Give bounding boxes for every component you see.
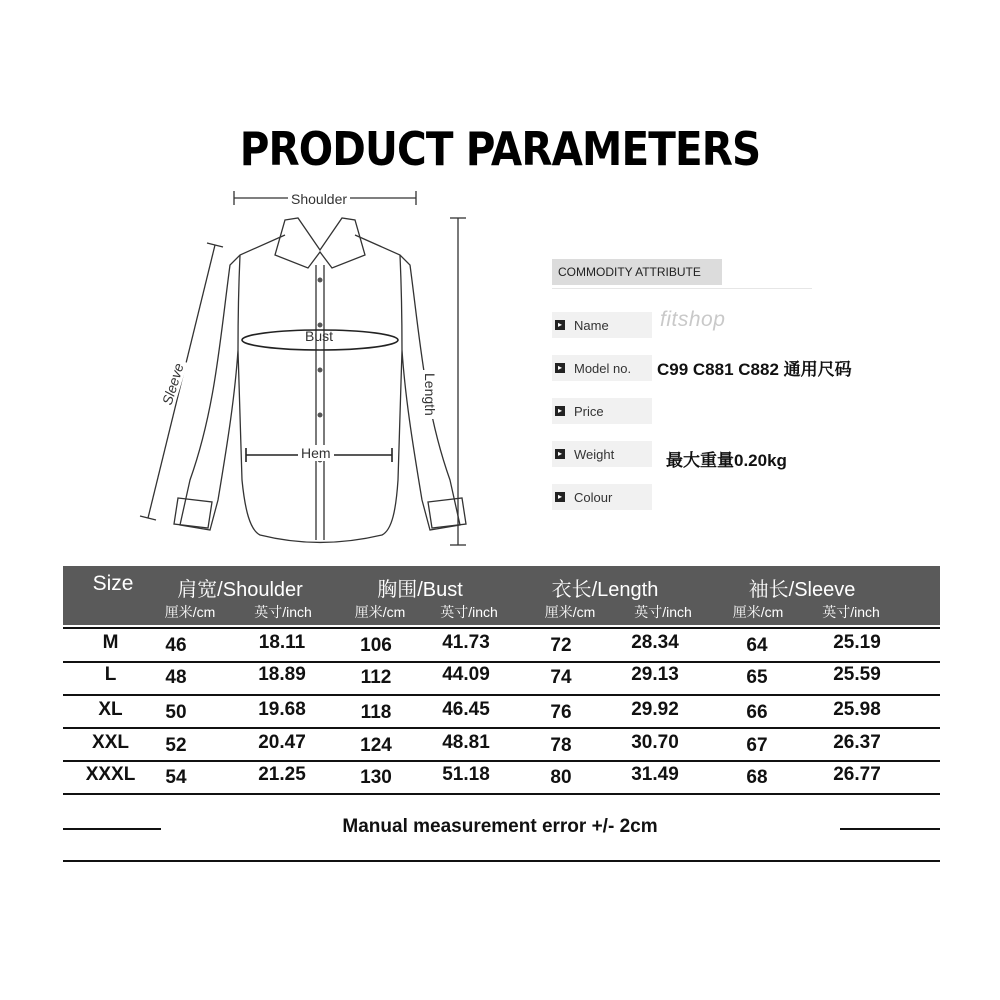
table-cell: 130 [360, 767, 392, 788]
bottom-divider [63, 860, 940, 862]
attribute-row-weight [552, 441, 652, 467]
table-cell: 74 [550, 667, 572, 688]
table-cell: 66 [746, 702, 768, 723]
arrow-icon: ▸ [555, 406, 565, 416]
table-cell: 25.19 [833, 632, 881, 653]
size-cell: XXXL [85, 764, 136, 785]
size-cell: XXL [92, 732, 129, 753]
unit-inch: 英寸/inch [822, 604, 880, 620]
table-cell: 78 [550, 735, 572, 756]
attribute-label: Colour [574, 490, 613, 505]
unit-cm: 厘米/cm [354, 604, 406, 620]
table-divider [63, 627, 940, 629]
table-cell: 29.92 [631, 699, 679, 720]
sleeve-label: Sleeve [158, 358, 188, 409]
brand-logo: fitshop [660, 308, 726, 331]
measurement-note: Manual measurement error +/- 2cm [342, 816, 658, 837]
arrow-icon: ▸ [555, 363, 565, 373]
size-cell: L [104, 664, 117, 685]
hem-label: Hem [298, 445, 334, 461]
attribute-divider [552, 288, 812, 289]
length-label: Length [422, 370, 438, 419]
table-cell: 46.45 [442, 699, 490, 720]
unit-cm: 厘米/cm [544, 604, 596, 620]
table-cell: 44.09 [442, 664, 490, 685]
table-cell: 124 [360, 735, 392, 756]
attribute-row-name [552, 312, 652, 338]
commodity-attribute-header: COMMODITY ATTRIBUTE [552, 259, 722, 285]
table-cell: 80 [550, 767, 572, 788]
table-header-size-cell [63, 600, 150, 625]
table-row-divider [63, 760, 940, 762]
size-cell: XL [98, 699, 123, 720]
table-cell: 72 [550, 635, 572, 656]
group-header-bust: 胸围/Bust [377, 579, 463, 601]
size-cell: M [102, 632, 119, 653]
table-cell: 76 [550, 702, 572, 723]
bust-label: Bust [305, 328, 334, 344]
table-cell: 65 [746, 667, 768, 688]
unit-inch: 英寸/inch [440, 604, 498, 620]
table-cell: 48 [165, 667, 187, 688]
model-value: C99 C881 C882 通用尺码 [657, 360, 852, 379]
attribute-row-colour [552, 484, 652, 510]
table-cell: 25.98 [833, 699, 881, 720]
table-row-divider [63, 694, 940, 696]
table-cell: 52 [165, 735, 187, 756]
table-cell: 20.47 [258, 732, 306, 753]
table-cell: 31.49 [631, 764, 679, 785]
shirt-diagram [120, 180, 500, 560]
unit-inch: 英寸/inch [254, 604, 312, 620]
size-header: Size [92, 572, 134, 595]
arrow-icon: ▸ [555, 320, 565, 330]
attribute-label: Name [574, 318, 609, 333]
table-cell: 54 [165, 767, 187, 788]
group-header-length: 衣长/Length [551, 579, 659, 601]
group-header-shoulder: 肩宽/Shoulder [177, 579, 303, 601]
table-cell: 50 [165, 702, 187, 723]
table-cell: 21.25 [258, 764, 306, 785]
table-cell: 112 [360, 667, 392, 688]
weight-value: 最大重量0.20kg [666, 451, 787, 470]
table-cell: 26.77 [833, 764, 881, 785]
attribute-label: Price [574, 404, 604, 419]
shoulder-label: Shoulder [288, 191, 350, 207]
table-cell: 118 [360, 702, 392, 723]
table-cell: 67 [746, 735, 768, 756]
table-cell: 26.37 [833, 732, 881, 753]
table-cell: 106 [360, 635, 392, 656]
table-cell: 29.13 [631, 664, 679, 685]
unit-cm: 厘米/cm [164, 604, 216, 620]
table-row-divider [63, 793, 940, 795]
unit-cm: 厘米/cm [732, 604, 784, 620]
table-cell: 51.18 [442, 764, 490, 785]
table-cell: 46 [165, 635, 187, 656]
table-cell: 30.70 [631, 732, 679, 753]
group-header-sleeve: 袖长/Sleeve [748, 579, 856, 601]
table-cell: 25.59 [833, 664, 881, 685]
attribute-row-price [552, 398, 652, 424]
button-dots-icon [318, 278, 323, 463]
attribute-label: Model no. [574, 361, 632, 376]
unit-inch: 英寸/inch [634, 604, 692, 620]
table-row-divider [63, 727, 940, 729]
page-title: PRODUCT PARAMETERS [239, 122, 761, 176]
table-cell: 64 [746, 635, 768, 656]
table-cell: 19.68 [258, 699, 306, 720]
arrow-icon: ▸ [555, 449, 565, 459]
table-cell: 41.73 [442, 632, 490, 653]
table-cell: 48.81 [442, 732, 490, 753]
table-cell: 18.11 [258, 632, 306, 653]
table-cell: 18.89 [258, 664, 306, 685]
table-row-divider [63, 661, 940, 663]
arrow-icon: ▸ [555, 492, 565, 502]
attribute-row-model [552, 355, 652, 381]
note-divider-right [840, 828, 940, 830]
attribute-label: Weight [574, 447, 615, 462]
table-cell: 68 [746, 767, 768, 788]
table-cell: 28.34 [631, 632, 679, 653]
